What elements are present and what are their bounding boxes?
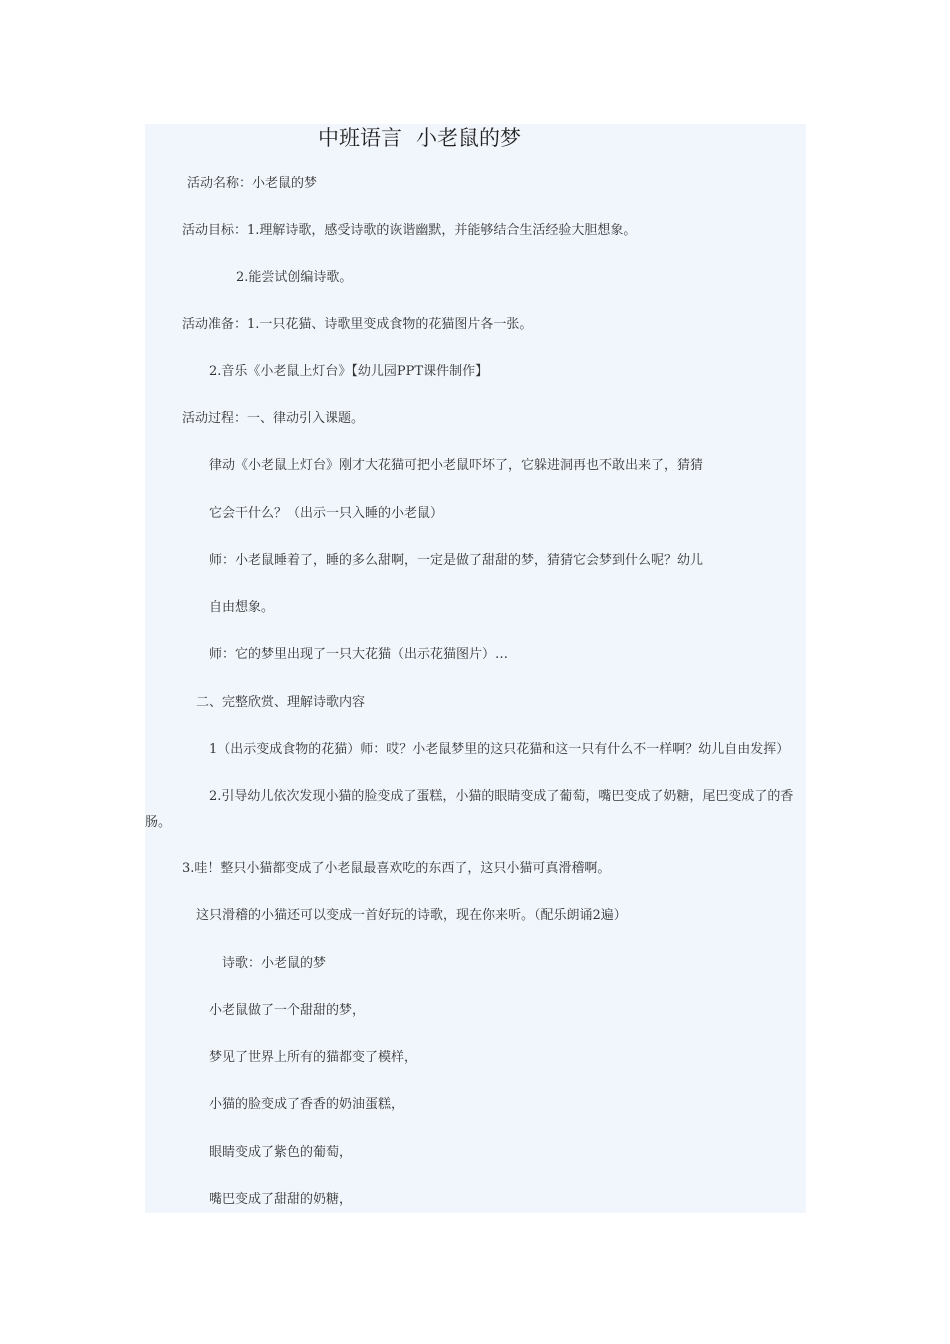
page-title (318, 124, 521, 152)
paragraph-line: 2.引导幼儿依次发现小猫的脸变成了蛋糕，小猫的眼睛变成了葡萄，嘴巴变成了奶糖，尾巴变成了的香 (209, 789, 794, 804)
poem-line: 嘴巴变成了甜甜的奶糖， (209, 1192, 353, 1207)
activity-goal-line-2: 2.能尝试创编诗歌。 (236, 270, 353, 285)
title-part-1: 中班语言 (318, 126, 402, 150)
poem-line: 小老鼠做了一个甜甜的梦， (209, 1003, 366, 1018)
activity-prep-line-1: 活动准备：1.一只花猫、诗歌里变成食物的花猫图片各一张。 (182, 317, 533, 332)
activity-goal-line-1: 活动目标：1.理解诗歌，感受诗歌的诙谐幽默，并能够结合生活经验大胆想象。 (182, 223, 637, 238)
poem-line: 小猫的脸变成了香香的奶油蛋糕， (209, 1097, 405, 1112)
paragraph-line: 师：它的梦里出现了一只大花猫（出示花猫图片）… (209, 647, 509, 662)
paragraph-line: 它会干什么？（出示一只入睡的小老鼠） (209, 506, 444, 521)
paragraph-line: 这只滑稽的小猫还可以变成一首好玩的诗歌，现在你来听。（配乐朗诵2遍） (196, 908, 627, 923)
activity-prep-line-2: 2.音乐《小老鼠上灯台》【幼儿园PPT课件制作】 (209, 364, 489, 379)
poem-line: 眼睛变成了紫色的葡萄， (209, 1145, 353, 1160)
paragraph-line: 律动《小老鼠上灯台》刚才大花猫可把小老鼠吓坏了，它躲进洞再也不敢出来了，猜猜 (209, 458, 704, 473)
section-heading: 二、完整欣赏、理解诗歌内容 (196, 695, 366, 710)
paragraph-line: 自由想象。 (209, 600, 275, 615)
paragraph-line: 3.哇！整只小猫都变成了小老鼠最喜欢吃的东西了，这只小猫可真滑稽啊。 (182, 861, 611, 876)
activity-name-line: 活动名称：小老鼠的梦 (187, 176, 318, 191)
poem-title: 诗歌：小老鼠的梦 (222, 956, 327, 971)
paragraph-line: 师：小老鼠睡着了，睡的多么甜啊，一定是做了甜甜的梦，猜猜它会梦到什么呢？幼儿 (209, 553, 704, 568)
paragraph-line: 肠。 (145, 815, 172, 830)
poem-line: 梦见了世界上所有的猫都变了模样， (209, 1050, 418, 1065)
paragraph-line: 1（出示变成食物的花猫）师：哎？小老鼠梦里的这只花猫和这一只有什么不一样啊？幼儿自由发挥） (209, 742, 790, 757)
title-part-2: 小老鼠的梦 (416, 126, 521, 150)
activity-process-heading: 活动过程：一、律动引入课题。 (182, 411, 365, 426)
